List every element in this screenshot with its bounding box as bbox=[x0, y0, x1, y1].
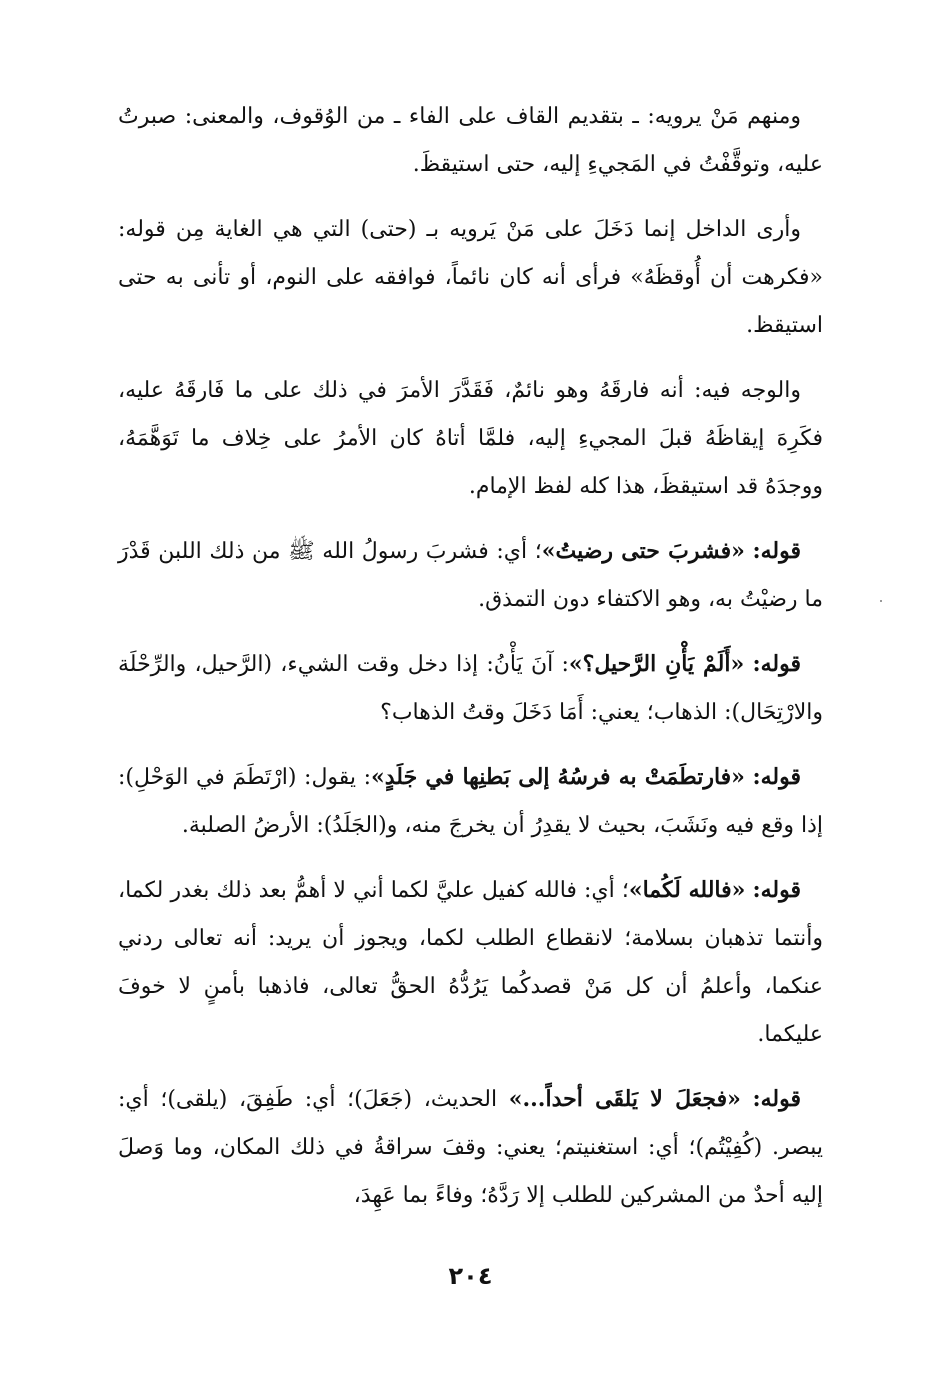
paragraph-lead: قوله: bbox=[752, 651, 802, 677]
paragraph-lead: قوله: bbox=[752, 1086, 801, 1112]
paragraph-8 bbox=[118, 1075, 823, 1220]
paragraph-text: والوجه فيه: أنه فارقَهُ وهو نائمٌ، فَقَدَّرَ الأمرَ في ذلك على ما فَارقَهُ عليه، فكَرِهَ إيقاظَهُ قبلَ المجيءِ إليه، فلمَّا أتاهُ كان الأمرُ على خِلاف ما تَوَهَّمَهُ، ووجدَهُ قد استيقظَ، هذا كله لفظ الإمام. bbox=[118, 378, 823, 499]
paragraph-quote: «فالله لَكُما» bbox=[628, 877, 746, 903]
paragraph-1 bbox=[118, 92, 823, 189]
paragraph-2 bbox=[118, 205, 823, 350]
paragraph-3 bbox=[118, 366, 823, 511]
paragraph-lead: قوله: bbox=[752, 764, 801, 790]
paragraph-text: : آنَ يَأْنُ: إذا دخل وقت الشيء، (الرَّحيل، والرِّحْلَة والارْتِحَال): الذهاب؛ يعني: أَمَا دَخَلَ وقتُ الذهاب؟ bbox=[118, 652, 823, 725]
paragraph-4 bbox=[118, 527, 823, 624]
paragraph-text: وأرى الداخل إنما دَخَلَ على مَنْ يَرويه بـ (حتى) التي هي الغاية مِن قوله: «فكرهت أن أُوقظَهُ» فرأى أنه كان نائماً، فوافقه على النوم، أو تأنى به حتى استيقظ. bbox=[118, 217, 823, 338]
paragraph-6 bbox=[118, 753, 823, 850]
paragraph-quote: «فجعَلَ لا يَلقَى أحداً...» bbox=[508, 1086, 741, 1112]
paragraph-lead: قوله: bbox=[752, 538, 801, 564]
paragraph-7 bbox=[118, 866, 823, 1059]
paragraph-quote: «أَلَمْ يَأْنِ الرَّحيل؟» bbox=[568, 651, 745, 677]
paragraph-quote: «فشربَ حتى رضيتُ» bbox=[541, 538, 745, 564]
page-number: ٢٠٤ bbox=[448, 1262, 493, 1290]
paragraph-lead: قوله: bbox=[752, 877, 801, 903]
paragraph-5 bbox=[118, 640, 823, 737]
paragraph-quote: «فارتطَمَتْ به فرسُهُ إلى بَطنِها في جَلَدٍ» bbox=[371, 764, 745, 790]
page-body bbox=[118, 92, 823, 1236]
paragraph-text: الحديث، (جَعَلَ)؛ أي: طَفِقَ، (يلقى)؛ أي: يبصر. (كُفِيْتُم)؛ أي: استغنيتم؛ يعني: وقفَ سراقةُ في ذلك المكان، وما وَصلَ إليه أحدٌ من المشركين للطلب إلا رَدَّهُ؛ وفاءً بما عَهِدَ، bbox=[118, 1087, 823, 1208]
paragraph-text: ومنهم مَنْ يرويه: ـ بتقديم القاف على الفاء ـ من الوُقوف، والمعنى: صبرتُ عليه، وتوقَّفْتُ في المَجيءِ إليه، حتى استيقظَ. bbox=[118, 104, 823, 177]
paragraph-text: ؛ أي: فالله كفيل عليَّ لكما أني لا أهمُّ بعد ذلك بغدر لكما، وأنتما تذهبان بسلامة؛ لانقطاع الطلب لكما، ويجوز أن يريد: أنه تعالى ردني عنكما، وأعلمُ أن كل مَنْ قصدكُما يَرُدُّهُ الحقُّ تعالى، فاذهبا بأمنٍ لا خوفَ عليكما. bbox=[118, 878, 823, 1047]
paragraph-text: : يقول: (ارْتَطَمَ في الوَحْلِ): إذا وقع فيه ونَشَبَ، بحيث لا يقدِرُ أن يخرجَ منه، و(الجَلَدُ): الأرضُ الصلبة. bbox=[118, 765, 823, 838]
paragraph-text: ؛ أي: فشربَ رسولُ الله ﷺ من ذلك اللبن قَدْرَ ما رضيْتُ به، وهو الاكتفاء دون التمذق. bbox=[118, 539, 823, 612]
scan-speck bbox=[880, 600, 882, 602]
